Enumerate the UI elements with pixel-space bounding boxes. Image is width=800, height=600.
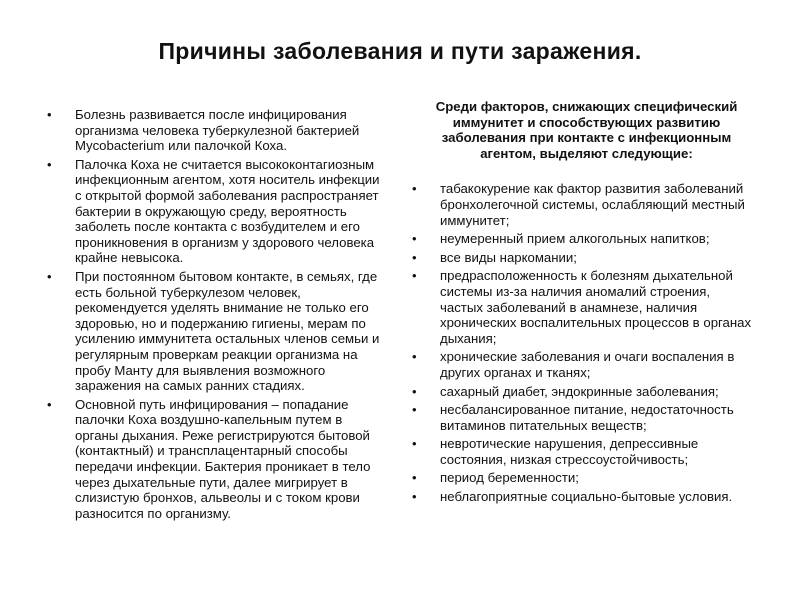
bullet-icon: •: [412, 436, 417, 452]
list-item: [45, 397, 385, 522]
list-item: [45, 107, 385, 154]
bullet-icon: •: [412, 249, 417, 265]
list-item-text: хронические заболевания и очаги воспаления в других органах и тканях;: [440, 349, 735, 380]
list-item: [410, 250, 755, 266]
list-item-text: невротические нарушения, депрессивные состояния, низкая стрессоустойчивость;: [440, 436, 699, 467]
bullet-icon: •: [412, 181, 417, 197]
list-item: [410, 231, 755, 247]
bullet-icon: •: [412, 268, 417, 284]
list-item: [410, 268, 755, 346]
right-column: [410, 99, 755, 508]
list-item: [410, 384, 755, 400]
list-item-text: Основной путь инфицирования – попадание палочки Коха воздушно-капельным путем в органы дыхания. Реже регистрируются бытовой (контактный) и трансплацентарный способы передачи инфекции. Бактерия проникает в тело через дыхательные пути, далее мигрирует в слизистую бронхов, альвеолы и с током крови разносится по организму.: [75, 396, 371, 521]
bullet-icon: •: [47, 156, 52, 172]
list-item-text: все виды наркомании;: [440, 249, 577, 265]
bullet-icon: •: [412, 383, 417, 399]
factors-list: [410, 181, 755, 504]
list-item-text: Палочка Коха не считается высококонтагиозным инфекционным агентом, хотя носитель инфекции с открытой формой заболевания распространяет бактерии в окружающую среду, вероятность заболеть после контакта с возбудителем и его проникновения в организм у здорового человека крайне невысока.: [75, 156, 380, 266]
list-item-text: предрасположенность к болезням дыхательной системы из-за наличия аномалий строения, частых заболеваний в анамнезе, наличия хронических воспалительных процессов в органах дыхания;: [440, 268, 752, 346]
list-item: [45, 269, 385, 394]
list-item: [410, 436, 755, 467]
list-item: [410, 470, 755, 486]
bullet-icon: •: [47, 396, 52, 412]
bullet-icon: •: [412, 402, 417, 418]
bullet-icon: •: [47, 107, 52, 122]
factors-heading: Среди факторов, снижающих специфический иммунитет и способствующих развитию заболевания при контакте с инфекционным агентом, выделяют следующие:: [435, 99, 738, 161]
bullet-icon: •: [412, 231, 417, 247]
list-item-text: сахарный диабет, эндокринные заболевания;: [440, 383, 719, 399]
list-item: [45, 157, 385, 266]
list-item: [410, 489, 755, 505]
list-item-text: При постоянном бытовом контакте, в семьях, где есть больной туберкулезом человек, рекомендуется уделять внимание не только его здоровью, но и подержанию гигиены, мерам по усилению иммунитета остальных членов семьи и регулярным проверкам реакции организма на пробу Манту для выявления возможного заражения на самых ранних стадиях.: [75, 268, 380, 394]
bullet-icon: •: [412, 349, 417, 365]
slide-title: Причины заболевания и пути заражения.: [158, 38, 642, 64]
bullet-icon: •: [47, 268, 52, 284]
list-item: [410, 181, 755, 228]
bullet-icon: •: [412, 489, 417, 505]
list-item: [410, 349, 755, 380]
bullet-icon: •: [412, 470, 417, 486]
list-item-text: период беременности;: [440, 470, 579, 486]
list-item: [410, 402, 755, 433]
left-column: [45, 107, 385, 524]
list-item-text: неблагоприятные социально-бытовые условия.: [440, 489, 733, 505]
list-item-text: неумеренный прием алкогольных напитков;: [440, 231, 710, 247]
left-bullet-list: [45, 107, 385, 521]
list-item-text: Болезнь развивается после инфицирования организма человека туберкулезной бактерией Mycobacterium или палочкой Коха.: [75, 107, 360, 154]
list-item-text: несбалансированное питание, недостаточность витаминов питательных веществ;: [440, 402, 734, 433]
list-item-text: табакокурение как фактор развития заболеваний бронхолегочной системы, ослабляющий местный иммунитет;: [440, 181, 745, 228]
